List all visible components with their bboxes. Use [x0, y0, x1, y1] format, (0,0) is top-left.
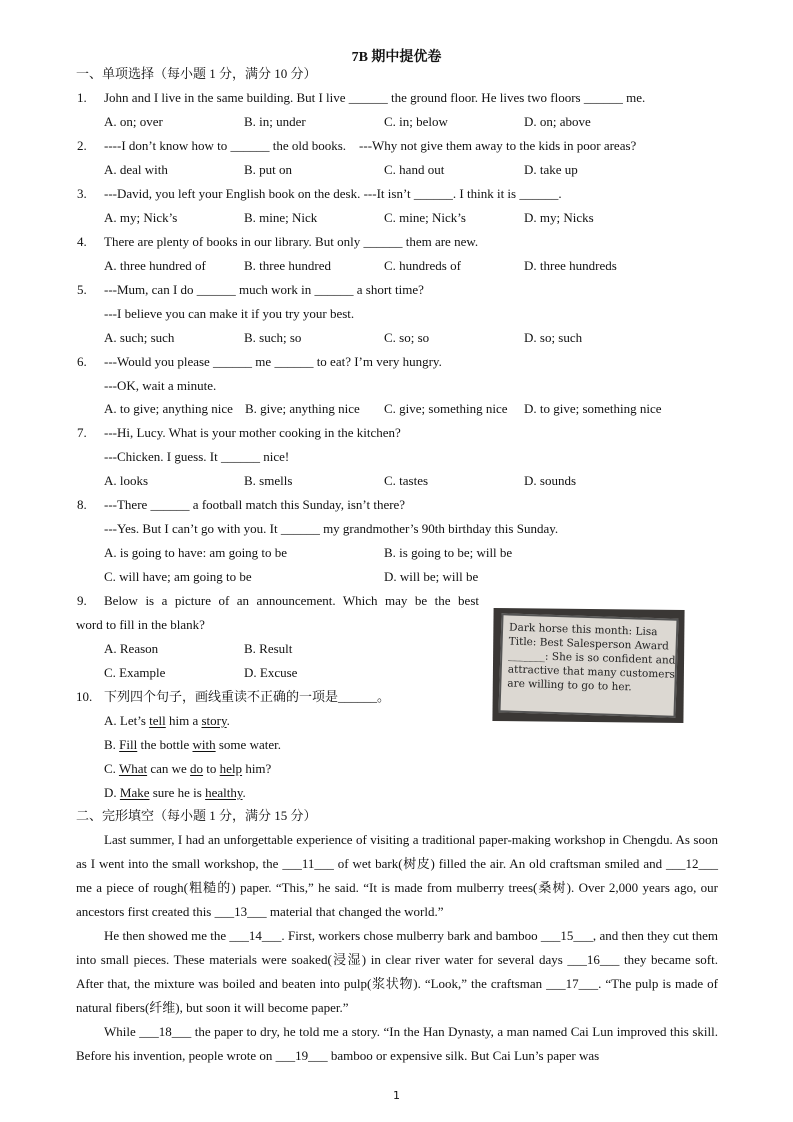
announcement-line: Dark horse this month: Lisa: [508, 621, 658, 639]
question-number: 4.: [77, 234, 87, 249]
option-sentence: [120, 785, 246, 800]
option-d: D. to give; something nice: [524, 401, 662, 416]
option-c: C. in; below: [384, 114, 448, 129]
option-c: C. will have; am going to be: [104, 569, 252, 584]
question-stem: ----I don’t know how to ______ the old books. ---Why not give them away to the kids in poor areas?: [104, 138, 637, 153]
option-d: D. my; Nicks: [524, 210, 594, 225]
option-c: C. hand out: [384, 162, 445, 177]
option-c: C. Example: [104, 665, 166, 680]
sentence-text: some water.: [215, 737, 281, 752]
option-b: B. smells: [244, 473, 293, 488]
sentence-text: him a: [165, 713, 202, 728]
option-a: A. to give; anything nice: [104, 401, 233, 416]
option-d: D. so; such: [524, 330, 583, 345]
option-d: [104, 785, 246, 801]
sentence-text: to: [203, 761, 220, 776]
sentence-text: .: [242, 785, 246, 800]
option-c: C. so; so: [384, 330, 430, 345]
option-a: [104, 713, 230, 729]
question-number: 3.: [77, 186, 87, 201]
option-sentence: [120, 713, 230, 728]
option-c: C. hundreds of: [384, 258, 461, 273]
announcement-line: are willing to go to her.: [507, 677, 632, 694]
option-d: D. on; above: [524, 114, 591, 129]
underlined-word: story: [201, 713, 227, 728]
announcement-line: attractive that many customers: [507, 663, 676, 681]
cloze-paragraph: While ___18___ the paper to dry, he told me a story. “In the Han Dynasty, a man named Cai Lun improved this skill. Before his invention, people wrote on ___19___ bamboo or expensive silk. But Cai Lun’s paper was: [76, 1024, 718, 1063]
option-b: B. is going to be; will be: [384, 545, 513, 560]
option-a: A. such; such: [104, 330, 175, 345]
announcement-line: _______: She is so confident and: [508, 649, 676, 667]
option-label: D.: [104, 785, 120, 800]
option-sentence: [119, 737, 281, 752]
cloze-paragraph: He then showed me the ___14___. First, workers chose mulberry bark and bamboo ___15___, and then they cut them into small pieces. These materials were soaked(浸湿) in clear river water for several days ___16___ they became soft. After that, the mixture was boiled and beaten into pulp(浆状物). “Look,” the craftsman ___17___. “The pulp is made of natural fibers(纤维), but soon it will become paper.”: [76, 928, 718, 1015]
question-stem: ---David, you left your English book on the desk. ---It isn’t ______. I think it is ______.: [104, 186, 562, 201]
question-number: 6.: [77, 354, 87, 369]
option-b: B. three hundred: [244, 258, 332, 273]
sentence-text: the bottle: [137, 737, 193, 752]
question-stem: ---Would you please ______ me ______ to eat? I’m very hungry.: [104, 354, 442, 369]
sentence-text: him?: [242, 761, 272, 776]
question-stem: ---Hi, Lucy. What is your mother cooking in the kitchen?: [104, 425, 401, 440]
question-stem: ---Mum, can I do ______ much work in ______ a short time?: [104, 282, 424, 297]
option-b: B. give; anything nice: [245, 401, 360, 416]
question-stem: Below is a picture of an announcement. Which may be the best: [104, 593, 479, 608]
question-number: 2.: [77, 138, 87, 153]
announcement-photo: [492, 608, 684, 723]
sentence-text: Let’s: [119, 713, 150, 728]
question-stem-reply: ---Yes. But I can’t go with you. It ______ my grandmother’s 90th birthday this Sunday.: [104, 521, 559, 536]
option-a: A. on; over: [104, 114, 163, 129]
cloze-paragraph: Last summer, I had an unforgettable experience of visiting a traditional paper-making workshop in Chengdu. As soon as I went into the small workshop, the ___11___ of wet bark(树皮) filled the air. An old craftsman smiled and ___12___ me a piece of rough(粗糙的) paper. “This,” he said. “It is made from mulberry trees(桑树). Over 2,000 years ago, our ancestors first created this ___13___ material that changed the world.”: [76, 832, 718, 919]
question-number: 9.: [77, 593, 87, 608]
underlined-word: What: [118, 761, 148, 776]
option-d: D. take up: [524, 162, 578, 177]
option-b: B. Result: [244, 641, 293, 656]
option-c: C. give; something nice: [384, 401, 508, 416]
option-c: C. tastes: [384, 473, 429, 488]
option-label: B.: [104, 737, 120, 752]
section-header-cloze: 二、完形填空（每小题 1 分，满分 15 分）: [76, 808, 317, 823]
underlined-word: Make: [119, 785, 150, 800]
option-b: [104, 737, 281, 753]
option-d: D. Excuse: [244, 665, 298, 680]
underlined-word: do: [190, 761, 204, 776]
underlined-word: with: [192, 737, 216, 752]
option-d: D. three hundreds: [524, 258, 617, 273]
question-number: 7.: [77, 425, 87, 440]
option-b: B. put on: [244, 162, 293, 177]
option-b: B. in; under: [244, 114, 306, 129]
sentence-text: .: [226, 713, 230, 728]
option-a: A. is going to have: am going to be: [104, 545, 288, 560]
option-d: D. will be; will be: [384, 569, 479, 584]
question-number: 10.: [76, 689, 93, 704]
announcement-board: [498, 613, 678, 718]
question-number: 1.: [77, 90, 87, 105]
question-stem: ---There ______ a football match this Sunday, isn’t there?: [104, 497, 406, 512]
option-c: [104, 761, 271, 777]
underlined-word: Fill: [119, 737, 138, 752]
option-a: A. Reason: [104, 641, 159, 656]
underlined-word: help: [219, 761, 243, 776]
option-a: A. deal with: [104, 162, 168, 177]
question-stem-reply: ---I believe you can make it if you try your best.: [104, 306, 355, 321]
page-number: 1: [393, 1089, 400, 1102]
question-stem-reply: ---Chicken. I guess. It ______ nice!: [104, 449, 290, 464]
underlined-word: healthy: [205, 785, 243, 800]
page-title: 7B 期中提优卷: [351, 50, 442, 65]
announcement-line: Title: Best Salesperson Award: [508, 635, 670, 653]
question-number: 5.: [77, 282, 87, 297]
option-b: B. such; so: [244, 330, 302, 345]
option-label: A.: [104, 713, 120, 728]
option-a: A. three hundred of: [104, 258, 206, 273]
option-a: A. my; Nick’s: [104, 210, 178, 225]
question-stem-reply: ---OK, wait a minute.: [104, 378, 217, 393]
question-stem: John and I live in the same building. But I live ______ the ground floor. He lives two floors ______ me.: [104, 90, 646, 105]
option-b: B. mine; Nick: [244, 210, 318, 225]
question-number: 8.: [77, 497, 87, 512]
option-d: D. sounds: [524, 473, 577, 488]
option-c: C. mine; Nick’s: [384, 210, 466, 225]
question-stem: 下列四个句子，画线重读不正确的一项是______。: [104, 689, 391, 704]
option-label: C.: [104, 761, 119, 776]
question-stem-continued: word to fill in the blank?: [76, 617, 205, 632]
option-a: A. looks: [104, 473, 149, 488]
section-header-single-choice: 一、单项选择（每小题 1 分，满分 10 分）: [76, 66, 317, 81]
underlined-word: tell: [149, 713, 166, 728]
option-sentence: [119, 761, 271, 776]
question-stem: There are plenty of books in our library. But only ______ them are new.: [104, 234, 479, 249]
sentence-text: sure he is: [149, 785, 206, 800]
sentence-text: can we: [147, 761, 191, 776]
